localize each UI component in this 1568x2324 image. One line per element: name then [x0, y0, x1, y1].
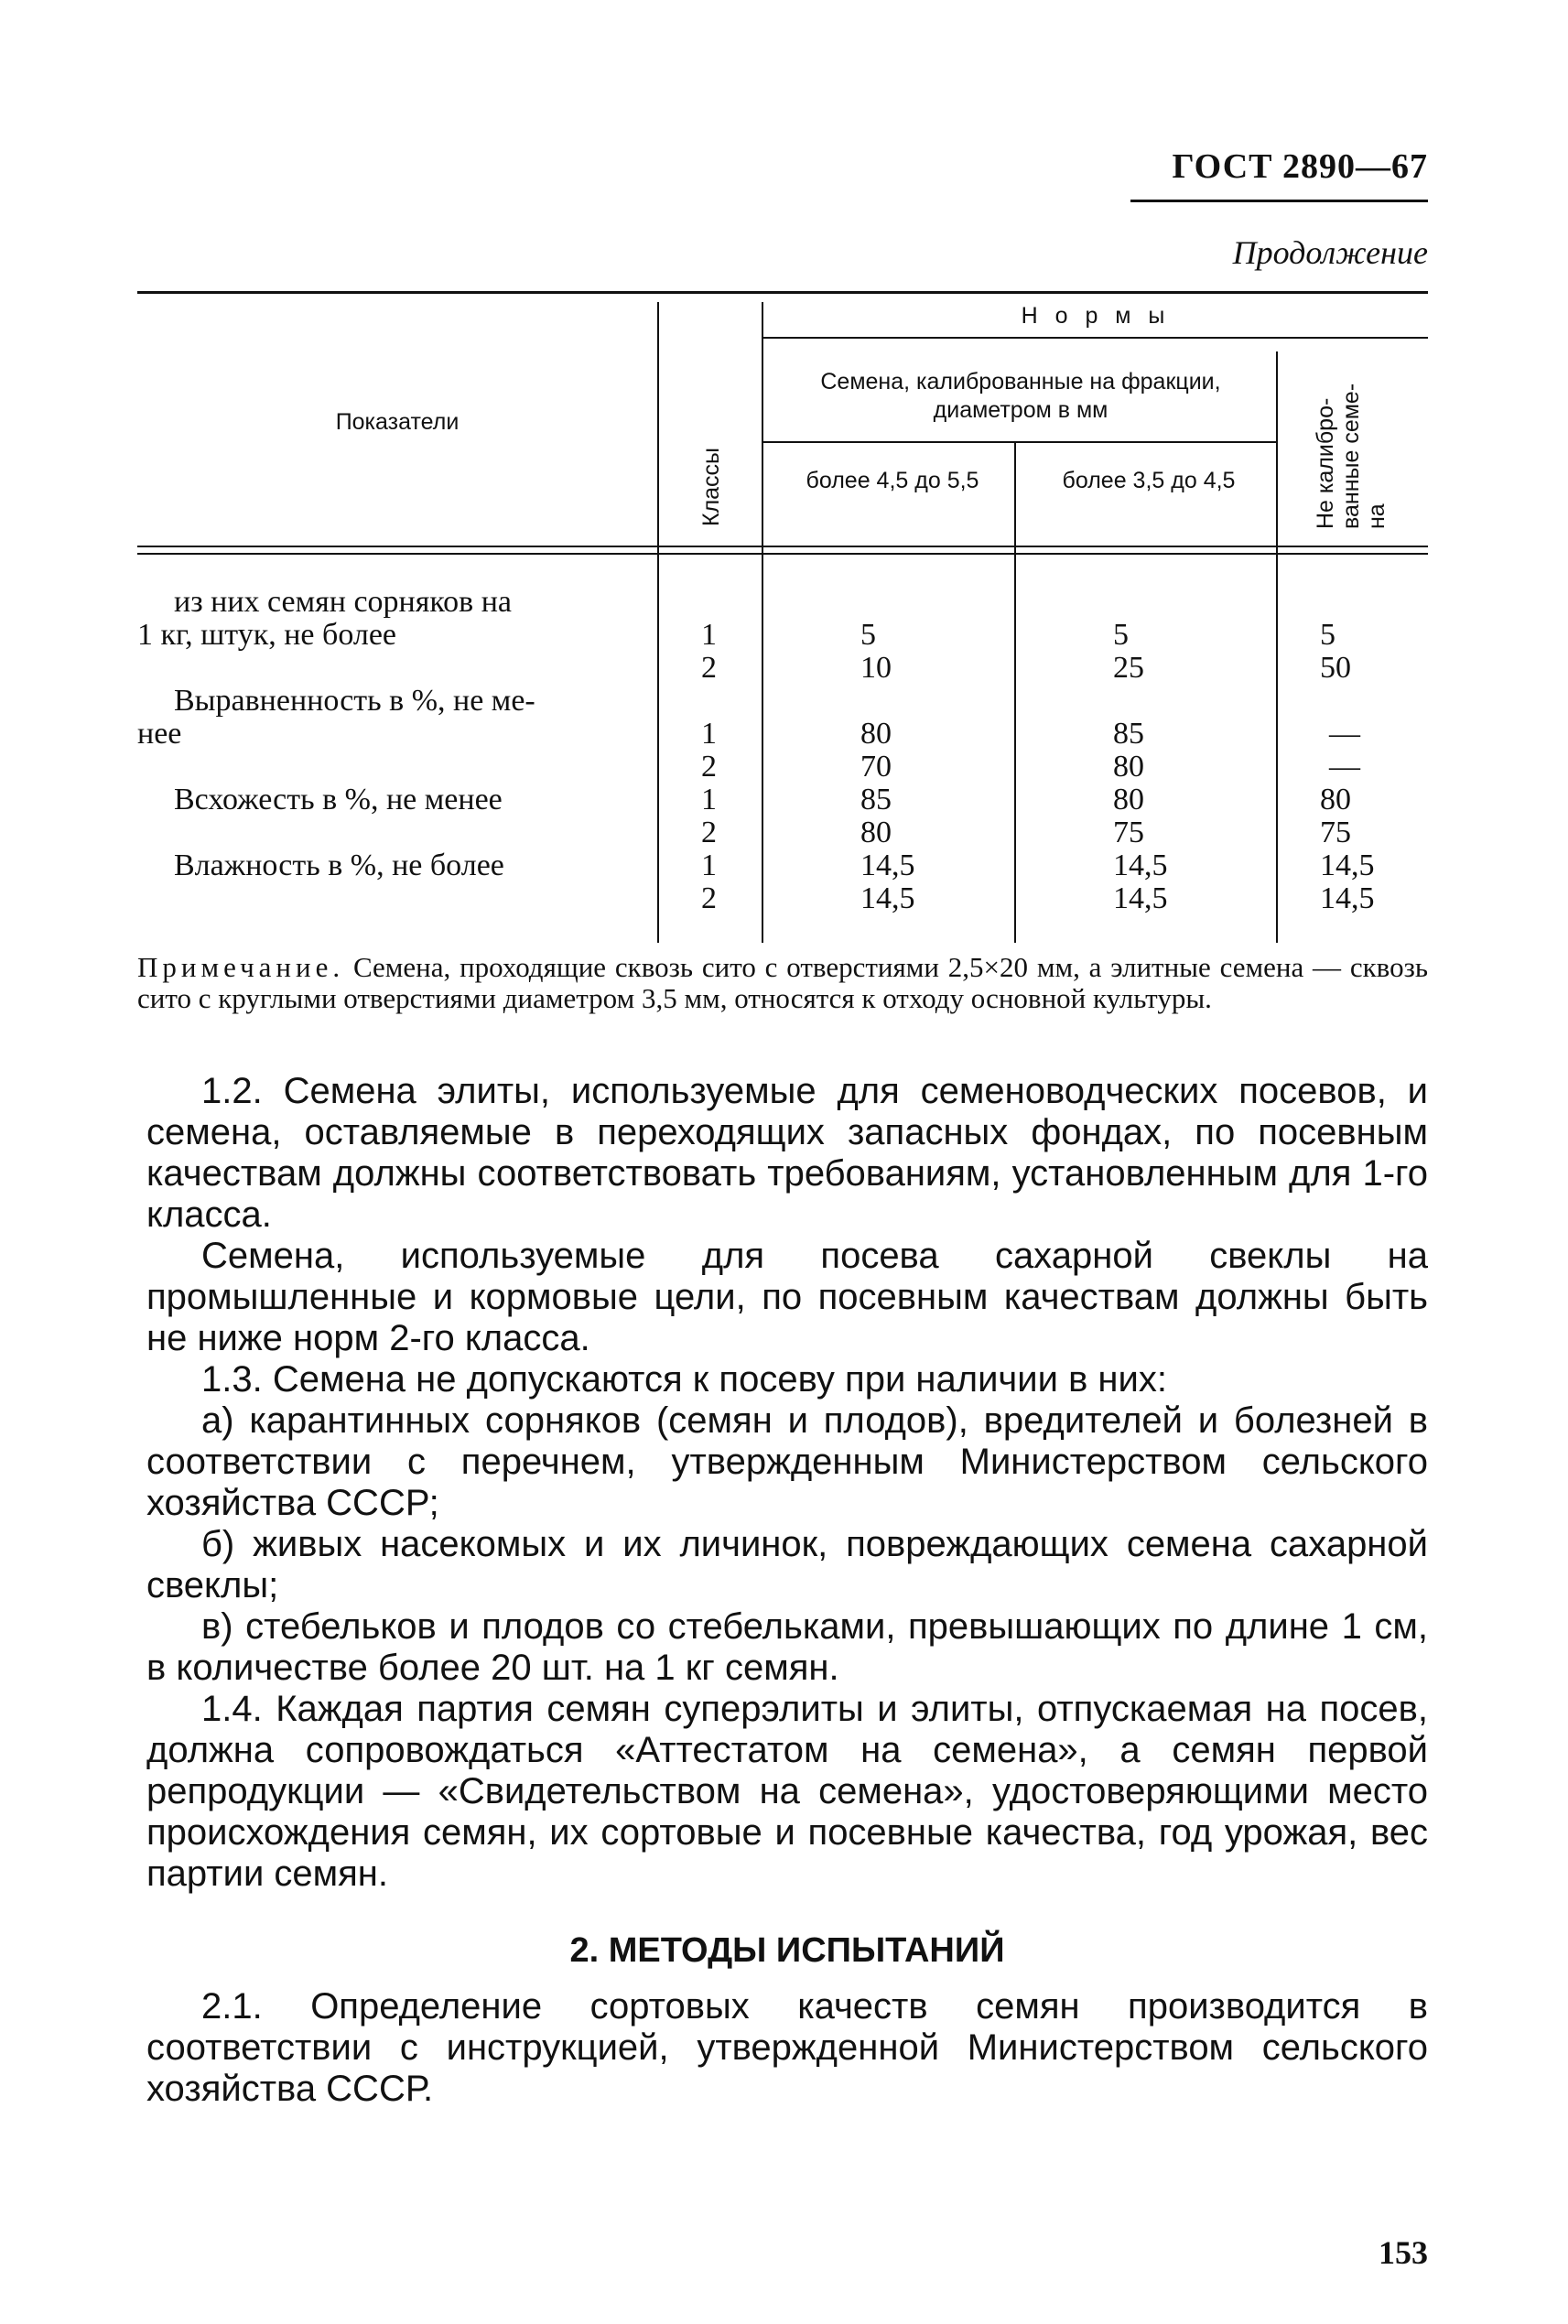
value-cell: 14,5: [1320, 881, 1375, 915]
vline-indicators: [657, 302, 659, 943]
header-uncalibrated: Не калибро- ванные семе- на: [1313, 383, 1390, 529]
value-cell: 85: [1113, 717, 1144, 751]
paragraph-2-1: 2.1. Определение сортовых качеств семян производится в соответствии с инструкцией, утвержденной Министерством сельского хозяйства СССР.: [146, 1986, 1428, 2109]
vline-uncal: [1276, 351, 1278, 943]
value-cell: 70: [860, 750, 892, 784]
page-number: 153: [1379, 2234, 1428, 2271]
note-text: Семена, проходящие сквозь сито с отверстиями 2,5×20 мм, а элитные семена — сквозь сито с круглыми отверстиями диаметром 3,5 мм, относятся к отходу основной культуры.: [137, 951, 1428, 1014]
value-cell: 14,5: [1113, 881, 1168, 915]
value-cell: 85: [860, 783, 892, 816]
value-cell: 25: [1113, 651, 1144, 685]
continuation-label: Продолжение: [1232, 234, 1428, 271]
vline-range: [1014, 443, 1016, 943]
paragraph-1-2: 1.2. Семена элиты, используемые для семеноводческих посевов, и семена, оставляемые в переходящих запасных фондах, по посевным качествам должны соответствовать требованиям, установленным для 1-го класса.: [146, 1071, 1428, 1235]
paragraph-1-4: 1.4. Каждая партия семян суперэлиты и элиты, отпускаемая на посев, должна сопровождаться «Аттестатом на семена», а семян первой репродукции — «Свидетельством на семена», удостоверяющими место происхождения семян, их сортовые и посевные качества, год урожая, вес партии семян.: [146, 1689, 1428, 1894]
value-cell: 10: [860, 651, 892, 685]
value-cell: 75: [1113, 816, 1144, 849]
paragraph-1-3-c: в) стебельков и плодов со стебельками, превышающих по длине 1 см, в количестве более 20 шт. на 1 кг семян.: [146, 1606, 1428, 1688]
value-cell: 5: [860, 618, 876, 652]
table-header-bottom-rule-2: [137, 553, 1428, 555]
row-indicator: из них семян сорняков на: [174, 585, 513, 619]
vline-classes: [762, 302, 763, 943]
paragraph-1-3-a: а) карантинных сорняков (семян и плодов), вредителей и болезней в соответствии с перечнем, утвержденным Министерством сельского хозяйства СССР;: [146, 1400, 1428, 1523]
class-cell: 2: [701, 816, 717, 849]
value-cell: 14,5: [1113, 849, 1168, 882]
class-cell: 2: [701, 881, 717, 915]
class-cell: 2: [701, 750, 717, 784]
row-indicator: 1 кг, штук, не более: [137, 618, 397, 652]
header-range2: более 3,5 до 4,5: [1062, 468, 1236, 493]
value-cell: —: [1329, 750, 1360, 784]
header-indicators: Показатели: [335, 409, 460, 435]
header-classes: Классы: [698, 447, 724, 526]
value-cell: 50: [1320, 651, 1351, 685]
value-cell: 75: [1320, 816, 1351, 849]
value-cell: 80: [1113, 783, 1144, 816]
value-cell: 14,5: [860, 849, 915, 882]
row-indicator: Выравненность в %, не ме-: [174, 684, 535, 718]
class-cell: 1: [701, 717, 717, 751]
value-cell: 80: [860, 816, 892, 849]
document-code: ГОСТ 2890—67: [1172, 147, 1428, 186]
table-note: [137, 952, 1428, 1014]
class-cell: 1: [701, 849, 717, 882]
class-cell: 2: [701, 651, 717, 685]
row-indicator: Всхожесть в %, не менее: [174, 783, 503, 816]
class-cell: 1: [701, 783, 717, 816]
paragraph-1-3-b: б) живых насекомых и их личинок, повреждающих семена сахарной свеклы;: [146, 1524, 1428, 1605]
paragraph-1-2-cont: Семена, используемые для посева сахарной свеклы на промышленные и кормовые цели, по посевным качествам должны быть не ниже норм 2-го класса.: [146, 1236, 1428, 1358]
row-indicator: нее: [137, 717, 182, 751]
section-title: 2. МЕТОДЫ ИСПЫТАНИЙ: [569, 1931, 1005, 1970]
value-cell: 80: [860, 717, 892, 751]
header-range1: более 4,5 до 5,5: [806, 468, 979, 493]
value-cell: —: [1329, 717, 1360, 751]
table-top-rule: [137, 291, 1428, 294]
calibrated-underline: [763, 441, 1278, 443]
class-cell: 1: [701, 618, 717, 652]
value-cell: 80: [1113, 750, 1144, 784]
paragraph-1-3: 1.3. Семена не допускаются к посеву при наличии в них:: [201, 1359, 1167, 1400]
norms-underline: [763, 337, 1428, 339]
value-cell: 14,5: [860, 881, 915, 915]
header-norms: Н о р м ы: [1021, 303, 1171, 329]
header-calibrated: Семена, калиброванные на фракции, диаметром в мм: [820, 369, 1221, 424]
header-rule: [1130, 200, 1428, 202]
value-cell: 80: [1320, 783, 1351, 816]
value-cell: 5: [1320, 618, 1336, 652]
table-header-bottom-rule: [137, 546, 1428, 547]
value-cell: 14,5: [1320, 849, 1375, 882]
note-lead: Примечание.: [137, 951, 345, 983]
value-cell: 5: [1113, 618, 1129, 652]
row-indicator: Влажность в %, не более: [174, 849, 504, 882]
